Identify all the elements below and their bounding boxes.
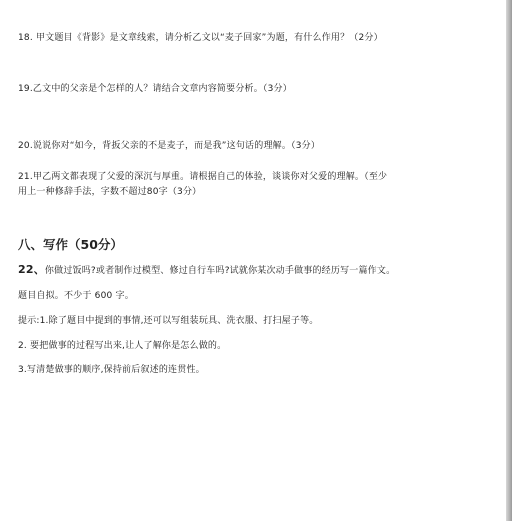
writing-tip-2: 2. 要把做事的过程写出来,让人了解你是怎么做的。 [18,341,227,351]
question-21-line-1: 21.甲乙两文都表现了父爱的深沉与厚重。请根据自己的体验，谈谈你对父爱的理解。（至少 [18,172,388,182]
page-edge-shadow [506,0,512,521]
writing-section-heading: 八、写作（50分） [18,237,123,252]
question-20: 20.说说你对“如今，背扳父亲的不是麦子，而是我”这句话的理解。（3分） [18,141,321,151]
writing-tip-1: 提示:1.除了题目中提到的事情,还可以写组装玩具、洗衣服、打扫屋子等。 [18,316,319,326]
question-18: 18. 甲文题目《背影》是文章线索，请分析乙文以“麦子回家”为题，有什么作用？（2分） [18,33,383,43]
question-22-text: 你做过饭吗?或者制作过模型、修过自行车吗?试就你某次动手做事的经历写一篇作文。 [44,266,396,276]
writing-requirement: 题目自拟。不少于 600 字。 [18,291,134,301]
question-19: 19.乙文中的父亲是个怎样的人？请结合文章内容简要分析。（3分） [18,84,292,94]
question-22-number: 22、 [18,263,45,276]
question-22 [18,263,395,278]
writing-tip-3: 3.写清楚做事的顺序,保持前后叙述的连贯性。 [18,365,205,375]
question-21-line-2: 用上一种修辞手法，字数不超过80字（3分） [18,187,202,197]
